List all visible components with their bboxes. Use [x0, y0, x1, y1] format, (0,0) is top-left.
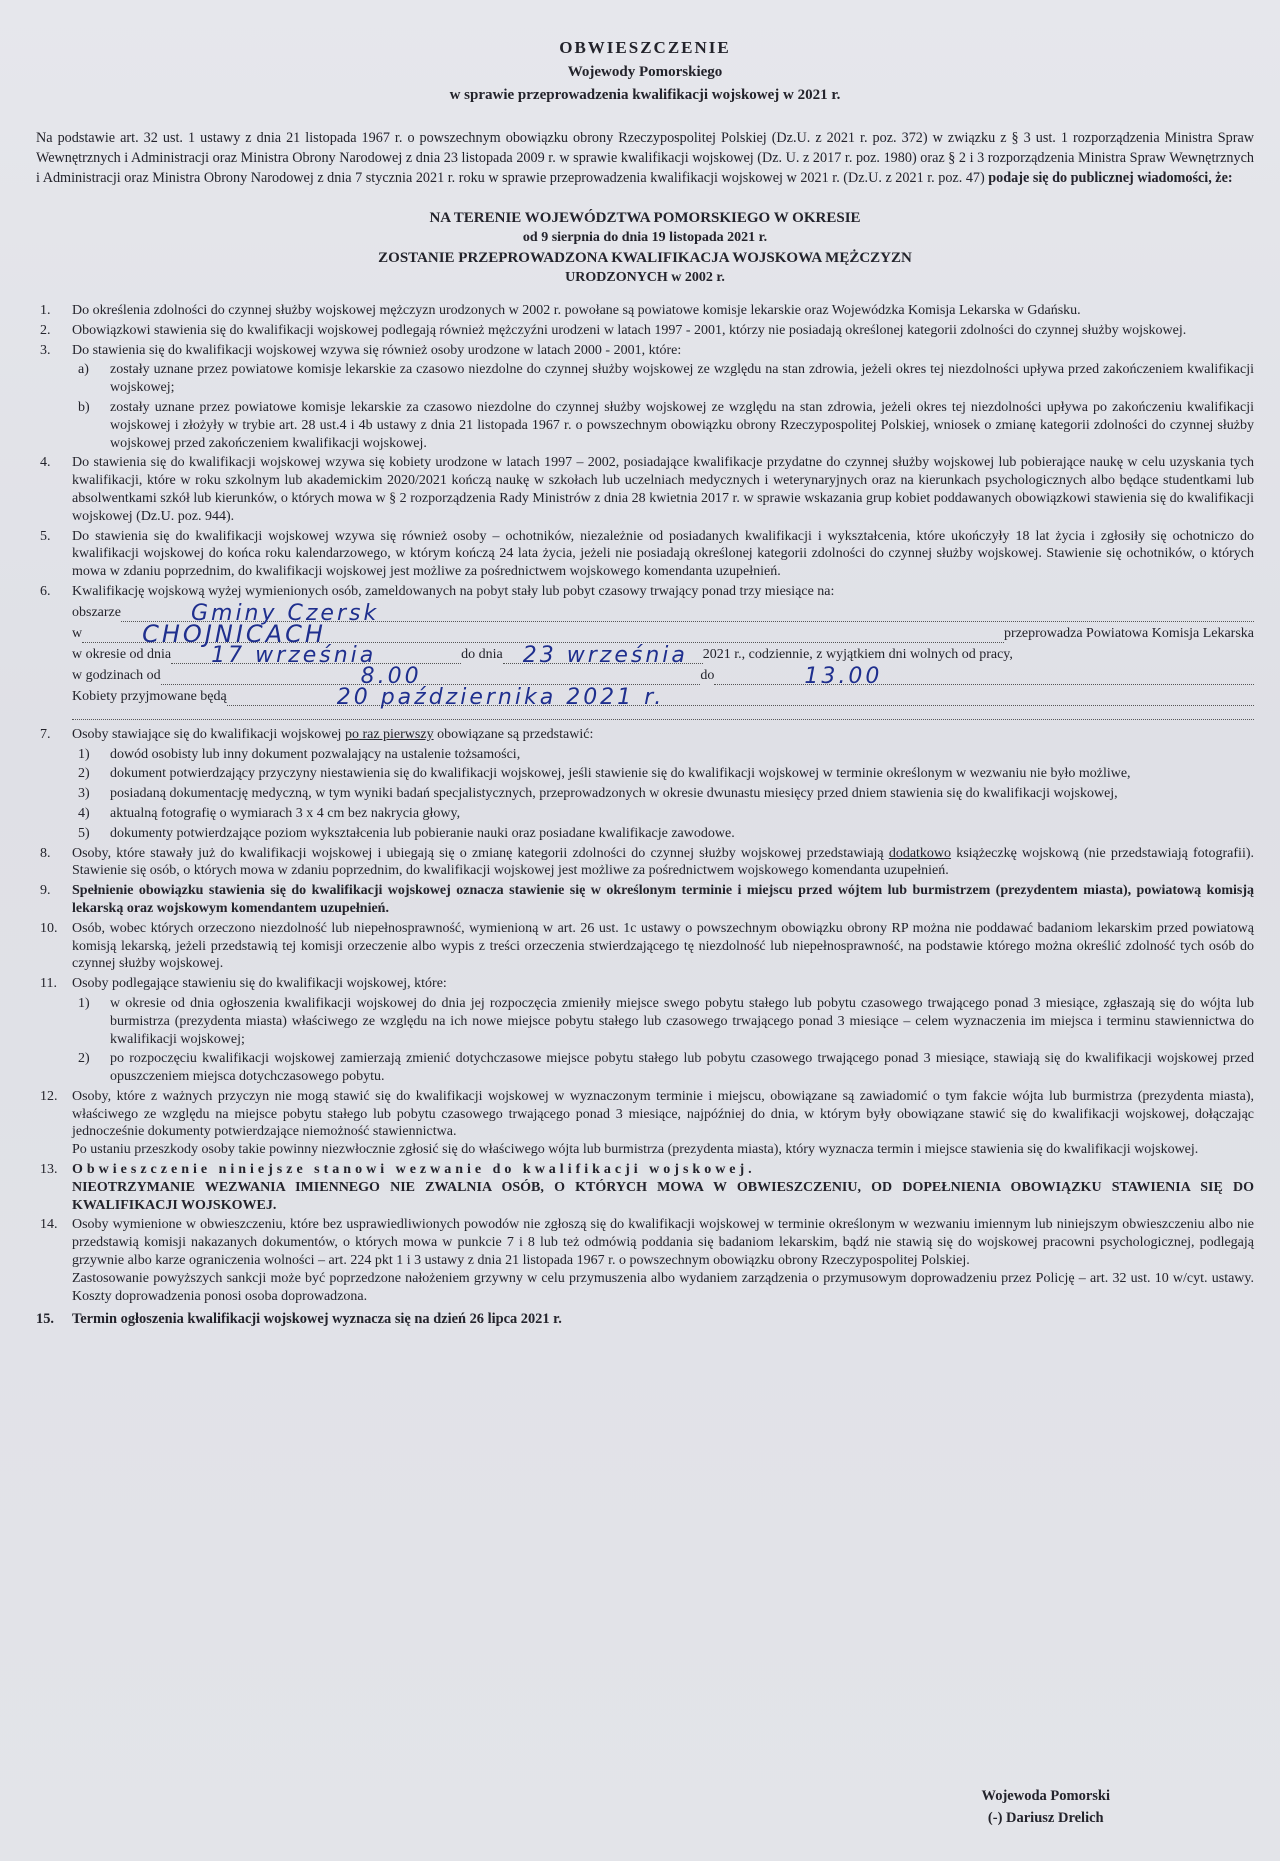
area-label: obszarze — [72, 604, 121, 620]
women-field — [227, 684, 1254, 710]
area-field-row — [72, 600, 1254, 626]
subpoint-4 — [72, 805, 1254, 823]
summons-statement: Obwieszczenie niniejsze stanowi wezwanie do kwalifikacji wojskowej. — [72, 1162, 756, 1178]
point-number: 6. — [40, 583, 51, 599]
subpoint-letter: b) — [78, 399, 90, 415]
point-text: Osoby, które z ważnych przyczyn nie mogą stawić się do kwalifikacji wojskowej w wyznaczonym terminie i miejscu, obowiązane są zawiadomić o tym fakcie wójta lub burmistrza (prezydenta miasta), właściwego ze względu na miejsce pobytu stałego lub pobytu czasowego trwającego ponad 3 miesiące, najpóźniej do dnia, w którym były obowiązane stawić się do kwalifikacji wojskowej, dołączając jednocześnie dokumenty potwierdzające niemożność stawiennictwa. — [72, 1088, 1254, 1140]
point-text-part: książeczkę wojskową (nie przedstawiają fotografii). Stawienie się osób, o których mowa w zdaniu poprzednim, do kwalifikacji wojskowej jest możliwe za pośrednictwem wojskowego komendanta uzupełnień. — [72, 845, 1254, 879]
signature-block — [982, 1785, 1110, 1829]
first-time-underlined: po raz pierwszy — [344, 726, 434, 742]
additionally-underlined: dodatkowo — [888, 845, 952, 861]
subpoint-number: 1) — [78, 746, 90, 762]
subpoint-2 — [72, 765, 1254, 783]
point-13 — [36, 1161, 1254, 1214]
area-handwriting: Gminy Czersk — [190, 600, 380, 626]
point-text — [72, 845, 1254, 881]
point-text: Do określenia zdolności do czynnej służby wojskowej mężczyzn urodzonych w 2002 r. powołane są powiatowe komisje lekarskie oraz Wojewódzka Komisja Lekarska w Gdańsku. — [72, 303, 1081, 318]
point-text-continued: Zastosowanie powyższych sankcji może być poprzedzone nałożeniem grzywny w celu przymuszenia albo wydaniem zarządzenia o przymusowym doprowadzeniu przez Policję – art. 32 ust. 10 w/cyt. ustawy. Koszty doprowadzenia ponosi osoba doprowadzona. — [72, 1270, 1254, 1304]
women-handwriting: 20 października 2021 r. — [336, 684, 665, 710]
point-text: Spełnienie obowiązku stawienia się do kwalifikacji wojskowej oznacza stawienie się w określonym terminie i miejscu przed wójtem lub burmistrzem (prezydentem miasta), powiatową komisją lekarską oraz wojskowym komendantem uzupełnień. — [72, 883, 1254, 916]
hours-to-label: do — [700, 667, 715, 683]
point-12 — [36, 1088, 1254, 1159]
point-1 — [36, 302, 1254, 320]
subpoint-text: aktualną fotografię o wymiarach 3 x 4 cm bez nakrycia głowy, — [110, 805, 461, 821]
subpoint-number: 2) — [78, 1051, 90, 1067]
subpoint-2 — [72, 1050, 1254, 1086]
document-title: OBWIESZCZENIE — [559, 38, 731, 57]
period-field-row — [72, 642, 1254, 668]
hours-from-field — [161, 663, 701, 689]
point-text — [72, 726, 1254, 744]
point-number: 4. — [40, 455, 51, 471]
point-text: Termin ogłoszenia kwalifikacji wojskowej wyznacza się na dzień 26 lipca 2021 r. — [72, 1311, 562, 1328]
subpoint-text: zostały uznane przez powiatowe komisje lekarskie za czasowo niezdolne do czynnej służby wojskowej ze względu na stan zdrowia, jeżeli okres tej niezdolności upływa przed zakończeniem kwalifikacji wojskowej; — [110, 362, 1254, 396]
point-5 — [36, 528, 1254, 581]
point-text: Obowiązkowi stawienia się do kwalifikacji wojskowej podlegają również mężczyźni urodzeni w latach 1997 - 2001, którzy nie posiadają określonej kategorii zdolności do czynnej służby wojskowej. — [72, 322, 1187, 338]
point-number: 10. — [40, 920, 58, 936]
subpoint-text: dowód osobisty lub inny dokument pozwalający na ustalenie tożsamości, — [110, 746, 521, 762]
point-3 — [36, 342, 1254, 453]
headline-line-3: ZOSTANIE PRZEPROWADZONA KWALIFIKACJA WOJSKOWA MĘŻCZYZN — [378, 250, 912, 266]
point-number: 11. — [40, 976, 57, 992]
point-number: 14. — [40, 1217, 58, 1233]
point-number: 8. — [40, 845, 51, 861]
point-text: Osoby wymienione w obwieszczeniu, które bez usprawiedliwionych powodów nie zgłoszą się do kwalifikacji wojskowej w terminie określonym w wezwaniu imiennym lub niniejszym obwieszczeniu albo nie przedstawią komisji nakazanych dokumentów, o których mowa w punkcie 7 i 8 lub też odmówią poddania się badaniom lekarskim, bądź nie stawią się do wojskowej pracowni psychologicznej, podlegają grzywnie albo karze ograniczenia wolności – art. 224 pkt 1 i 3 ustawy z dnia 21 listopada 1967 r. o powszechnym obowiązku obrony Rzeczypospolitej Polskiej. — [72, 1217, 1254, 1269]
point-text: Do stawienia się do kwalifikacji wojskowej wzywa się również osoby – ochotników, niezależnie od posiadanych kwalifikacji i wykształcenia, które ukończyły 18 lat życia i zgłosiły się ochotniczo do kwalifikacji wojskowej do końca roku kalendarzowego, w którym kończą 24 lata życia, jeżeli nie posiadają określonej kategorii zdolności do czynnej służby wojskowej. Stawienie się ochotników, o których mowa w zdaniu poprzednim, do kwalifikacji wojskowej jest możliwe za pośrednictwem wojskowego komendanta uzupełnień. — [72, 528, 1254, 580]
subpoint-text: posiadaną dokumentację medyczną, w tym wyniki badań specjalistycznych, przeprowadzonych w okresie dwunastu miesięcy przed dniem stawienia się do kwalifikacji wojskowej, — [110, 786, 1118, 802]
headline-line-1: NA TERENIE WOJEWÓDZTWA POMORSKIEGO W OKRESIE — [429, 210, 861, 226]
place-label: w — [72, 625, 83, 641]
point-7 — [36, 726, 1254, 843]
hours-to-field — [714, 663, 1254, 689]
women-field-row — [72, 684, 1254, 710]
point-number: 13. — [40, 1162, 58, 1178]
subpoint-text: po rozpoczęciu kwalifikacji wojskowej zamierzają zmienić dotychczasowe miejsce pobytu stałego lub pobytu czasowego trwającego ponad 3 miesiące, stawiają się do kwalifikacji wojskowej przed opuszczeniem miejsca dotychczasowego pobytu. — [110, 1051, 1254, 1085]
point-2 — [36, 322, 1254, 340]
point-15 — [36, 1311, 1254, 1329]
period-label: w okresie od dnia — [72, 646, 172, 662]
subpoint-number: 5) — [78, 825, 90, 841]
place-field-row — [72, 619, 1254, 648]
point-text-part: Osoby, które stawały już do kwalifikacji wojskowej i ubiegają się o zmianę kategorii zdolności do czynnej służby wojskowej przedstawiają — [72, 845, 889, 861]
subpoint-text: dokumenty potwierdzające poziom wykształcenia lub pobieranie nauki oraz posiadane kwalifikacje zawodowe. — [110, 825, 735, 841]
headline-line-2: od 9 sierpnia do dnia 19 listopada 2021 r. — [522, 230, 768, 245]
subpoint-5 — [72, 825, 1254, 843]
subpoint-b — [72, 399, 1254, 452]
legal-basis-bold: podaje się do publicznej wiadomości, że: — [988, 170, 1233, 186]
period-from-field — [171, 642, 461, 668]
document-header — [36, 38, 1254, 104]
area-field — [121, 600, 1254, 626]
subpoint-text: zostały uznane przez powiatowe komisje lekarskie za czasowo niezdolne do czynnej służby wojskowej ze względu na stan zdrowia, jeżeli okres tej niezdolności upływa po zakończeniu kwalifikacji wojskowej i złożyły w trybie art. 28 ust.4 i 4b ustawy z dnia 21 listopada 1967 r. o powszechnym obowiązku obrony Rzeczypospolitej Polskiej, wniosek o zmianę kategorii zdolności do czynnej służby wojskowej przed zakończeniem kwalifikacji wojskowej. — [110, 399, 1254, 451]
point-11 — [36, 975, 1254, 1086]
headline-line-4: URODZONYCH w 2002 r. — [565, 270, 725, 285]
issuer-subtitle: Wojewody Pomorskiego — [567, 64, 723, 80]
document-topic: w sprawie przeprowadzenia kwalifikacji wojskowej w 2021 r. — [449, 87, 841, 103]
place-field — [82, 619, 1004, 648]
point-number: 1. — [40, 303, 51, 318]
hours-from-handwriting: 8.00 — [360, 663, 422, 689]
blank-field-row — [72, 708, 1254, 720]
place-tail: przeprowadza Powiatowa Komisja Lekarska — [1004, 625, 1254, 641]
subpoint-text: dokument potwierdzający przyczyny niestawienia się do kwalifikacji wojskowej, jeśli stawienie się do kwalifikacji wojskowej w terminie określonym w wezwaniu nie było możliwe, — [110, 766, 1131, 782]
point-text-continued: Po ustaniu przeszkody osoby takie powinny niezwłocznie zgłosić się do właściwego wójta lub burmistrza (prezydenta miasta), który wyznacza termin i miejsce stawienia się do kwalifikacji wojskowej. — [72, 1142, 1199, 1158]
subpoint-a — [72, 361, 1254, 397]
subpoint-number: 4) — [78, 805, 90, 821]
subpoint-text: w okresie od dnia ogłoszenia kwalifikacji wojskowej do dnia jej rozpoczęcia zmieniły miejsce swego pobytu stałego lub pobytu czasowego trwającego ponad 3 miesiące, zgłaszają się do wójta lub burmistrza (prezydenta miasta) właściwego ze względu na ich nowe miejsce pobytu stałego lub czasowego trwającego ponad 3 miesiące – celem wyznaczenia im miejsca i terminu stawiennictwa do kwalifikacji wojskowej; — [110, 995, 1254, 1047]
point-14 — [36, 1216, 1254, 1305]
point-text: Kwalifikację wojskową wyżej wymienionych osób, zameldowanych na pobyt stały lub pobyt czasowy trwający ponad trzy miesiące na: — [72, 583, 835, 599]
point-text: Do stawienia się do kwalifikacji wojskowej wzywa się również osoby urodzone w latach 2000 - 2001, które: — [72, 342, 682, 358]
hours-label: w godzinach od — [72, 667, 161, 683]
period-to-field — [503, 642, 703, 668]
signatory-title: Wojewoda Pomorski — [981, 1788, 1110, 1804]
subpoint-3 — [72, 785, 1254, 803]
subpoint-1 — [72, 995, 1254, 1048]
point-number: 9. — [40, 883, 51, 899]
point-text-part: obowiązane są przedstawić: — [433, 726, 594, 742]
point-9 — [36, 882, 1254, 918]
subpoint-number: 3) — [78, 786, 90, 802]
point-number: 5. — [40, 528, 51, 544]
point-number: 3. — [40, 342, 51, 358]
point-text: Osoby podlegające stawieniu się do kwalifikacji wojskowej, które: — [72, 976, 447, 992]
point-text: Do stawienia się do kwalifikacji wojskowej wzywa się kobiety urodzone w latach 1997 – 2002, posiadające kwalifikacje przydatne do czynnej służby wojskowej lub pobierające naukę w celu uzyskania tych kwalifikacji, które w roku szkolnym lub akademickim 2020/2021 kończą naukę w szkołach lub uczelniach medycznych i weterynaryjnych oraz na kierunkach psychologicznych albo będące studentkami lub absolwentkami szkół lub kierunków, o których mowa w § 2 rozporządzenia Rady Ministrów z dnia 28 kwietnia 2017 r. w sprawie wskazania grup kobiet poddawanych obowiązkowi stawienia się do kwalifikacji wojskowej (Dz.U. poz. 944). — [72, 455, 1254, 524]
point-4 — [36, 454, 1254, 525]
summons-warning: NIEOTRZYMANIE WEZWANIA IMIENNEGO NIE ZWALNIA OSÓB, O KTÓRYCH MOWA W OBWIESZCZENIU, OD DOPEŁNIENIA OBOWIĄZKU STAWIENIA SIĘ DO KWALIFIKACJI WOJSKOWEJ. — [72, 1179, 1254, 1213]
point-8 — [36, 845, 1254, 881]
legal-basis-paragraph — [36, 128, 1254, 188]
numbered-points — [36, 302, 1254, 1329]
period-to-handwriting: 23 września — [522, 642, 688, 668]
subpoint-letter: a) — [78, 362, 89, 378]
announcement-headline — [36, 208, 1254, 288]
period-tail: 2021 r., codziennie, z wyjątkiem dni wolnych od pracy, — [702, 646, 1013, 662]
women-label: Kobiety przyjmowane będą — [72, 688, 227, 704]
point-text-part: Osoby stawiające się do kwalifikacji wojskowej — [72, 726, 345, 742]
point-text: Osób, wobec których orzeczono niezdolność lub niepełnosprawność, wymienioną w art. 26 ust. 1c ustawy o powszechnym obowiązku obrony RP można nie poddawać badaniom lekarskim przed powiatową komisją lekarską, jeżeli przedstawią tej komisji orzeczenie albo wypis z treści orzeczenia stwierdzającego tę niezdolność lub niepełnosprawność, na podstawie którego można określić zdolność tych osób do czynnej służby wojskowej. — [72, 920, 1254, 972]
subpoint-number: 2) — [78, 766, 90, 782]
point-10 — [36, 920, 1254, 973]
hours-to-handwriting: 13.00 — [804, 663, 883, 689]
legal-basis-text: Na podstawie art. 32 ust. 1 ustawy z dnia 21 listopada 1967 r. o powszechnym obowiązku obrony Rzeczypospolitej Polskiej (Dz.U. z 2021 r. poz. 372) w związku z § 3 ust. 1 rozporządzenia Ministra Spraw Wewnętrznych i Administracji oraz Ministra Obrony Narodowej z dnia 23 listopada 2009 r. w sprawie kwalifikacji wojskowej (Dz. U. z 2017 r. poz. 1980) oraz § 2 i 3 rozporządzenia Ministra Spraw Wewnętrznych i Administracji oraz Ministra Obrony Narodowej z dnia 7 stycznia 2021 r. roku w sprawie przeprowadzenia kwalifikacji wojskowej w 2021 r. (Dz.U. z 2021 r. poz. 47) — [36, 130, 1254, 186]
point-6 — [36, 583, 1254, 720]
period-to-label: do dnia — [461, 646, 503, 662]
hours-field-row — [72, 663, 1254, 689]
place-handwriting: CHOJNICACH — [142, 619, 326, 648]
subpoint-number: 1) — [78, 995, 90, 1011]
subpoint-1 — [72, 746, 1254, 764]
point-number: 15. — [36, 1311, 54, 1328]
period-from-handwriting: 17 września — [211, 642, 377, 668]
signatory-name: (-) Dariusz Drelich — [987, 1810, 1104, 1826]
point-number: 2. — [40, 322, 51, 338]
point-number: 12. — [40, 1088, 58, 1104]
blank-field — [72, 709, 1254, 720]
point-number: 7. — [40, 726, 51, 742]
